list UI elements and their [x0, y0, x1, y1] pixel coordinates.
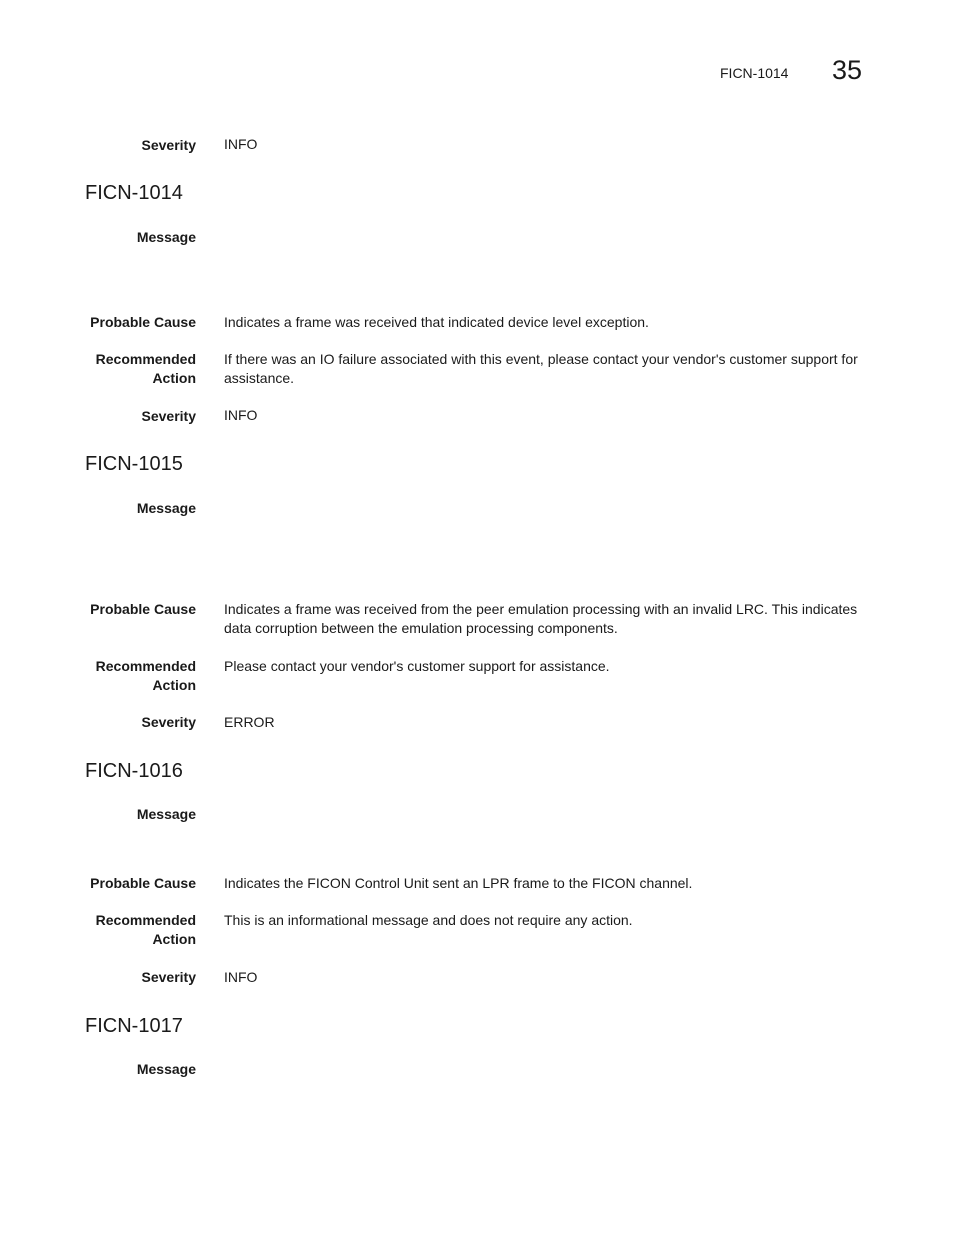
recommended-action-label: Recommended Action [95, 658, 196, 693]
section-heading-ficn-1016: FICN-1016 [85, 760, 183, 782]
recommended-action-value: If there was an IO failure associated with this event, please contact your vendor's customer support for assistance. [224, 351, 858, 386]
severity-label: Severity [141, 969, 196, 985]
section-heading-ficn-1015: FICN-1015 [85, 453, 183, 475]
probable-cause-value: Indicates a frame was received from the peer emulation processing with an invalid LRC. This indicates data corruption between the emulation processing components. [224, 601, 858, 636]
section-heading-ficn-1017: FICN-1017 [85, 1015, 183, 1037]
recommended-action-value: This is an informational message and does not require any action. [224, 912, 633, 928]
message-label: Message [136, 229, 196, 245]
message-label: Message [136, 500, 196, 516]
message-label: Message [136, 1061, 196, 1077]
running-title: FICN-1014 [720, 65, 789, 81]
severity-value: INFO [224, 969, 258, 985]
recommended-action-label: Recommended Action [95, 912, 196, 947]
severity-label: Severity [141, 714, 196, 730]
probable-cause-value: Indicates a frame was received that indicated device level exception. [224, 314, 649, 330]
recommended-action-value: Please contact your vendor's customer support for assistance. [224, 658, 610, 674]
probable-cause-label: Probable Cause [90, 601, 196, 617]
message-label: Message [136, 806, 196, 822]
recommended-action-label: Recommended Action [95, 351, 196, 386]
severity-label: Severity [141, 408, 196, 424]
severity-label: Severity [141, 137, 196, 153]
probable-cause-label: Probable Cause [90, 314, 196, 330]
section-heading-ficn-1014: FICN-1014 [85, 182, 183, 204]
probable-cause-value: Indicates the FICON Control Unit sent an LPR frame to the FICON channel. [224, 875, 693, 891]
severity-value: INFO [224, 136, 258, 152]
severity-value: INFO [224, 407, 258, 423]
severity-value: ERROR [224, 714, 275, 730]
probable-cause-label: Probable Cause [90, 875, 196, 891]
chapter-number: 35 [832, 55, 863, 85]
